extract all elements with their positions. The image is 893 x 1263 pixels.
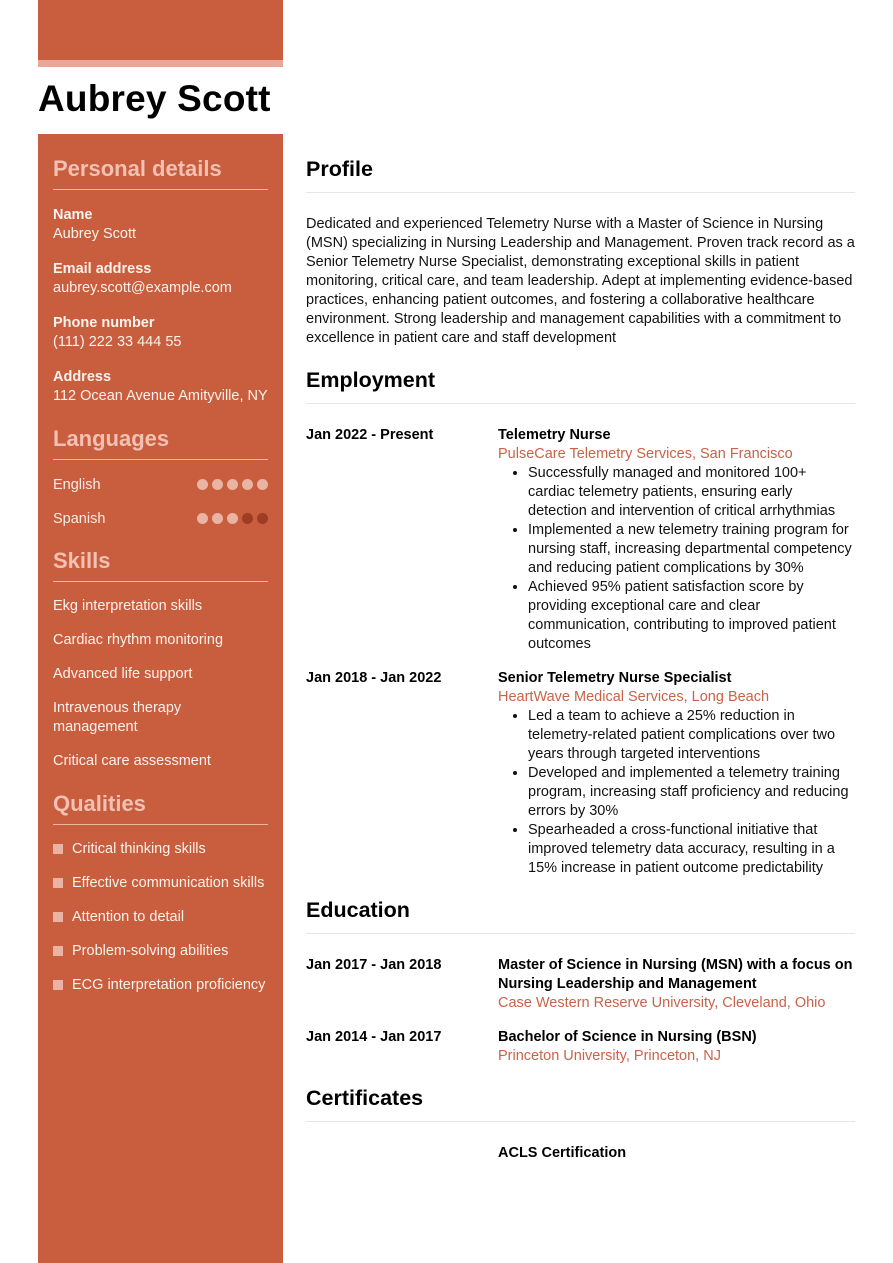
entry-date: Jan 2018 - Jan 2022 [306,670,442,686]
skill-item: Advanced life support [53,666,193,682]
certificate-title: ACLS Certification [498,1145,627,1161]
achievement-item: • Led a team to achieve a 25% reduction in telemetry-related patient complications over two years through targeted interventions [528,707,855,764]
section-heading: Personal details [53,156,268,190]
entry-body [498,426,855,654]
personal-detail-email [53,260,268,298]
square-bullet-icon [53,946,63,956]
language-level-dots [197,513,268,524]
quality-item [53,908,268,927]
level-dot-filled-icon [197,513,208,524]
header-accent-band [38,0,283,60]
language-item [53,475,268,494]
main-content [306,157,855,1183]
language-name: English [53,476,101,493]
section-heading: Education [306,898,855,934]
quality-item [53,942,268,961]
achievements-list [498,707,855,878]
employment-section [306,368,855,878]
square-bullet-icon [53,912,63,922]
detail-value: aubrey.scott@example.com [53,280,232,296]
job-title: Telemetry Nurse [498,427,611,443]
section-heading: Languages [53,426,268,460]
language-item [53,509,268,528]
section-heading: Skills [53,548,268,582]
detail-value: Aubrey Scott [53,226,137,242]
detail-label: Address [53,369,112,385]
quality-item [53,840,268,859]
qualities-section [53,791,268,995]
level-dot-filled-icon [257,479,268,490]
achievement-item: • Spearheaded a cross-functional initiative that improved telemetry data accuracy, resulting in a 15% increase in patient outcome predictability [528,821,855,878]
education-section [306,898,855,1066]
level-dot-empty-icon [257,513,268,524]
section-heading: Qualities [53,791,268,825]
entry-body [498,669,855,878]
profile-summary: Dedicated and experienced Telemetry Nurse with a Master of Science in Nursing (MSN) specializing in Nursing Leadership and Management. Proven track record as a Senior Telemetry Nurse Specialist, demonstrating exceptional skills in patient monitoring, critical care, and team leadership. Adept at implementing evidence-based practices, enhancing patient outcomes, and fostering a collaborative healthcare environment. Strong leadership and management capabilities with a commitment to excellence in patient care and staff development [306,216,855,346]
level-dot-filled-icon [242,479,253,490]
skill-item: Intravenous therapy management [53,700,182,735]
certificates-section [306,1086,855,1163]
quality-label: Critical thinking skills [72,841,206,857]
level-dot-filled-icon [227,479,238,490]
detail-label: Phone number [53,315,155,331]
employer: PulseCare Telemetry Services, San Francisco [498,446,793,462]
personal-details-section [53,156,268,406]
detail-label: Email address [53,261,152,277]
level-dot-filled-icon [212,479,223,490]
entry-date [306,1144,498,1163]
entry-date: Jan 2022 - Present [306,427,434,443]
square-bullet-icon [53,844,63,854]
language-level-dots [197,479,268,490]
skill-item: Ekg interpretation skills [53,598,203,614]
employment-entry [306,669,855,878]
level-dot-filled-icon [212,513,223,524]
level-dot-filled-icon [227,513,238,524]
achievements-list [498,464,855,654]
sidebar [38,134,283,1263]
detail-label: Name [53,207,93,223]
quality-item [53,874,268,893]
profile-section [306,157,855,348]
square-bullet-icon [53,878,63,888]
entry-body [498,1028,855,1066]
detail-value: (111) 222 33 444 55 [53,334,182,350]
header-accent-stripe [38,60,283,67]
entry-body [498,956,855,1013]
language-name: Spanish [53,510,106,527]
square-bullet-icon [53,980,63,990]
achievement-item: • Achieved 95% patient satisfaction score by providing exceptional care and clear communication, contributing to improved patient outcomes [528,578,855,654]
section-heading: Profile [306,157,855,193]
degree-title: Master of Science in Nursing (MSN) with a focus on Nursing Leadership and Management [498,957,853,992]
quality-label: ECG interpretation proficiency [72,977,266,993]
skill-item: Critical care assessment [53,753,211,769]
level-dot-filled-icon [197,479,208,490]
personal-detail-phone [53,314,268,352]
candidate-name: Aubrey Scott [38,78,271,119]
degree-title: Bachelor of Science in Nursing (BSN) [498,1029,757,1045]
personal-detail-name [53,206,268,244]
employment-entry [306,426,855,654]
personal-detail-address [53,368,268,406]
quality-label: Problem-solving abilities [72,943,229,959]
achievement-item: • Implemented a new telemetry training program for nursing staff, increasing departmental competency and reducing patient complications by 30% [528,521,855,578]
education-entry [306,956,855,1013]
achievement-item: • Successfully managed and monitored 100+ cardiac telemetry patients, ensuring early detection and intervention of critical arrhythmias [528,464,855,521]
entry-date: Jan 2017 - Jan 2018 [306,957,442,973]
quality-label: Attention to detail [72,909,185,925]
entry-body [498,1144,855,1163]
detail-value: 112 Ocean Avenue Amityville, NY [53,388,268,404]
education-entry [306,1028,855,1066]
level-dot-empty-icon [242,513,253,524]
institution: Case Western Reserve University, Cleveland, Ohio [498,995,826,1011]
quality-item [53,976,268,995]
section-heading: Employment [306,368,855,404]
languages-section [53,426,268,528]
institution: Princeton University, Princeton, NJ [498,1048,721,1064]
certificate-entry [306,1144,855,1163]
job-title: Senior Telemetry Nurse Specialist [498,670,732,686]
achievement-item: • Developed and implemented a telemetry training program, increasing staff proficiency and reducing errors by 30% [528,764,855,821]
skills-section [53,548,268,771]
skill-item: Cardiac rhythm monitoring [53,632,224,648]
section-heading: Certificates [306,1086,855,1122]
entry-date: Jan 2014 - Jan 2017 [306,1029,442,1045]
employer: HeartWave Medical Services, Long Beach [498,689,770,705]
quality-label: Effective communication skills [72,875,265,891]
